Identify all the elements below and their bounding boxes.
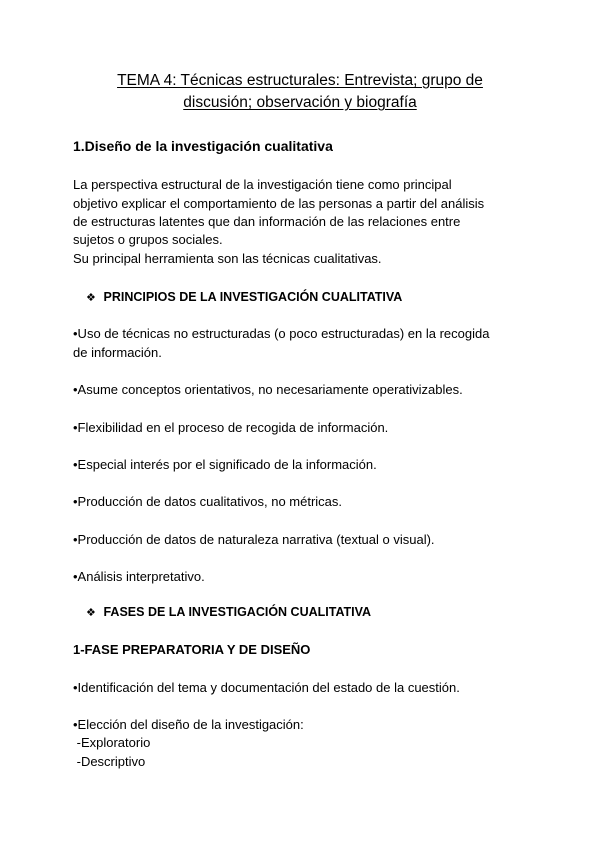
phase-heading: 1-FASE PREPARATORIA Y DE DISEÑO	[73, 642, 311, 657]
paragraph-line: Su principal herramienta son las técnicas cualitativas.	[73, 251, 382, 266]
list-item: •Flexibilidad en el proceso de recogida de información.	[73, 420, 389, 435]
diamond-bullet-icon: ❖	[86, 607, 96, 619]
subheading-principios	[86, 290, 402, 304]
subheading-principios-label: PRINCIPIOS DE LA INVESTIGACIÓN CUALITATIVA	[103, 290, 403, 304]
list-item: •Producción de datos de naturaleza narrativa (textual o visual).	[73, 532, 435, 547]
subheading-fases	[86, 605, 371, 619]
paragraph-line: de estructuras latentes que dan información de las relaciones entre	[73, 214, 461, 229]
list-item-line: •Uso de técnicas no estructuradas (o poco estructuradas) en la recogida	[73, 326, 490, 341]
list-item-line: de información.	[73, 345, 162, 360]
list-item: •Análisis interpretativo.	[73, 569, 205, 584]
list-item: •Especial interés por el significado de la información.	[73, 457, 377, 472]
document-title-line-1: TEMA 4: Técnicas estructurales: Entrevista; grupo de	[117, 72, 483, 89]
section-heading-diseno: 1.Diseño de la investigación cualitativa	[73, 138, 333, 154]
list-item: •Asume conceptos orientativos, no necesariamente operativizables.	[73, 382, 463, 397]
diamond-bullet-icon: ❖	[86, 292, 96, 304]
sub-list-item: -Descriptivo	[73, 754, 146, 769]
subheading-fases-label: FASES DE LA INVESTIGACIÓN CUALITATIVA	[103, 605, 372, 619]
paragraph-line: La perspectiva estructural de la investigación tiene como principal	[73, 177, 452, 192]
paragraph-line: sujetos o grupos sociales.	[73, 232, 223, 247]
paragraph-line: objetivo explicar el comportamiento de las personas a partir del análisis	[73, 196, 485, 211]
document-title-line-2: discusión; observación y biografía	[183, 94, 417, 111]
sub-list-item: -Exploratorio	[73, 735, 151, 750]
list-item: •Elección del diseño de la investigación:	[73, 717, 304, 732]
list-item: •Producción de datos cualitativos, no métricas.	[73, 494, 343, 509]
list-item: •Identificación del tema y documentación del estado de la cuestión.	[73, 680, 460, 695]
